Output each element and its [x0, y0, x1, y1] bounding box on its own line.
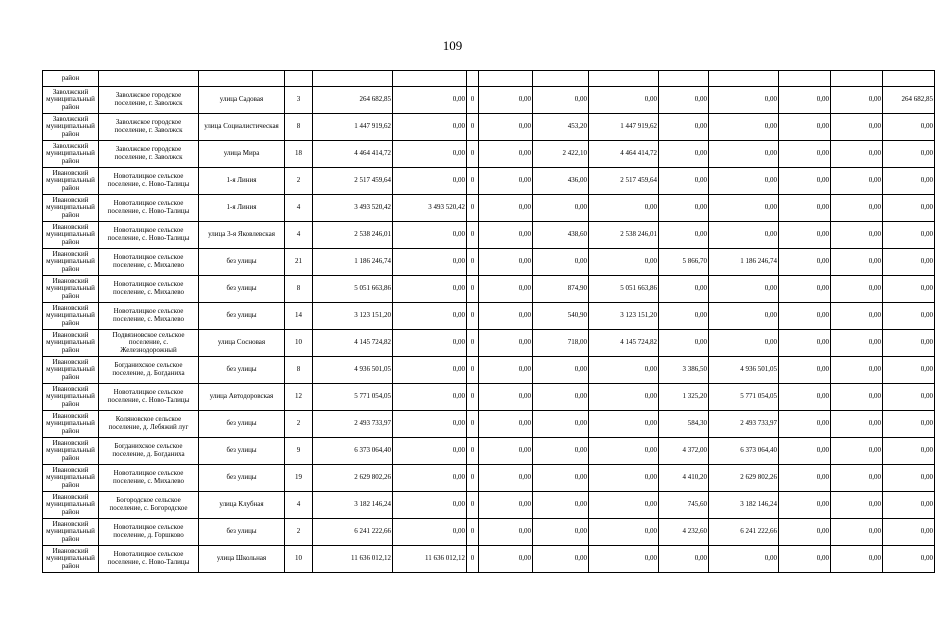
- street-cell: улица Школьная: [199, 546, 285, 573]
- total-cell: 2 629 802,26: [313, 465, 393, 492]
- count-cell: 3: [285, 87, 313, 114]
- value-cell-1: 0,00: [393, 330, 467, 357]
- value-cell-2: 0: [467, 114, 479, 141]
- settlement-cell: Подвязновское сельское поселение, с. Железнодорожный: [99, 330, 199, 357]
- district-cell: Ивановский муниципальный район: [43, 222, 99, 249]
- street-cell: без улицы: [199, 303, 285, 330]
- value-cell-3: 0,00: [479, 465, 533, 492]
- value-cell-5: 0,00: [589, 411, 659, 438]
- count-cell: 10: [285, 330, 313, 357]
- street-cell: улица Мира: [199, 141, 285, 168]
- settlement-cell: Заволжское городское поселение, г. Заволжск: [99, 87, 199, 114]
- table-row: [43, 222, 935, 249]
- count-cell: 8: [285, 357, 313, 384]
- value-cell-2: 0: [467, 168, 479, 195]
- table-row: [43, 384, 935, 411]
- value-cell-5: 4 145 724,82: [589, 330, 659, 357]
- value-cell-4: 540,90: [533, 303, 589, 330]
- value-cell-6: 0,00: [659, 195, 709, 222]
- value-cell-1: 3 493 520,42: [393, 195, 467, 222]
- value-cell-7: 1 186 246,74: [709, 249, 779, 276]
- value-cell-10: 0,00: [883, 249, 935, 276]
- value-cell-5: 0,00: [589, 384, 659, 411]
- value-cell-9: 0,00: [831, 303, 883, 330]
- value-cell-8: 0,00: [779, 492, 831, 519]
- table-row: [43, 492, 935, 519]
- value-cell-10: 0,00: [883, 411, 935, 438]
- value-cell-7: 0,00: [709, 222, 779, 249]
- count-cell: 4: [285, 222, 313, 249]
- district-cell: Ивановский муниципальный район: [43, 411, 99, 438]
- count-cell: 21: [285, 249, 313, 276]
- value-cell-7: 0,00: [709, 276, 779, 303]
- value-cell-8: 0,00: [779, 276, 831, 303]
- value-cell-1: 0,00: [393, 411, 467, 438]
- district-cell: Ивановский муниципальный район: [43, 330, 99, 357]
- value-cell-8: 0,00: [779, 411, 831, 438]
- value-cell-2: 0: [467, 492, 479, 519]
- value-cell-2: 0: [467, 438, 479, 465]
- district-cell: Ивановский муниципальный район: [43, 357, 99, 384]
- district-cell: район: [43, 71, 99, 87]
- value-cell-2: 0: [467, 546, 479, 573]
- total-cell: 2 538 246,01: [313, 222, 393, 249]
- value-cell-1: 0,00: [393, 357, 467, 384]
- value-cell-10: 0,00: [883, 519, 935, 546]
- value-cell-3: 0,00: [479, 330, 533, 357]
- settlement-cell: Новоталицкое сельское поселение, с. Михалево: [99, 465, 199, 492]
- count-cell: 8: [285, 276, 313, 303]
- street-cell: без улицы: [199, 519, 285, 546]
- table-row: [43, 141, 935, 168]
- settlement-cell: Новоталицкое сельское поселение, с. Ново-Талицы: [99, 168, 199, 195]
- value-cell-5: 2 538 246,01: [589, 222, 659, 249]
- district-cell: Ивановский муниципальный район: [43, 168, 99, 195]
- value-cell-7: 0,00: [709, 114, 779, 141]
- value-cell-1: 0,00: [393, 87, 467, 114]
- value-cell-2: 0: [467, 195, 479, 222]
- total-cell: 11 636 012,12: [313, 546, 393, 573]
- value-cell-3: 0,00: [479, 168, 533, 195]
- value-cell-2: 0: [467, 519, 479, 546]
- value-cell-8: 0,00: [779, 519, 831, 546]
- value-cell-3: 0,00: [479, 357, 533, 384]
- total-cell: 4 145 724,82: [313, 330, 393, 357]
- page-number: 109: [442, 38, 463, 53]
- value-cell-5: 2 517 459,64: [589, 168, 659, 195]
- settlement-cell: Богданихское сельское поселение, д. Богданиха: [99, 357, 199, 384]
- total-cell: 3 123 151,20: [313, 303, 393, 330]
- table-row: [43, 546, 935, 573]
- value-cell-8: 0,00: [779, 465, 831, 492]
- settlement-cell: Новоталицкое сельское поселение, с. Михалево: [99, 276, 199, 303]
- value-cell-5: 0,00: [589, 546, 659, 573]
- count-cell: 19: [285, 465, 313, 492]
- value-cell-9: 0,00: [831, 384, 883, 411]
- value-cell-1: 11 636 012,12: [393, 546, 467, 573]
- district-cell: Ивановский муниципальный район: [43, 276, 99, 303]
- value-cell-3: 0,00: [479, 249, 533, 276]
- value-cell-7: 0,00: [709, 303, 779, 330]
- value-cell-10: 0,00: [883, 330, 935, 357]
- value-cell-7: 0,00: [709, 168, 779, 195]
- total-cell: 5 051 663,86: [313, 276, 393, 303]
- value-cell-3: 0,00: [479, 195, 533, 222]
- value-cell-8: 0,00: [779, 330, 831, 357]
- value-cell-10: 0,00: [883, 384, 935, 411]
- value-cell-9: 0,00: [831, 465, 883, 492]
- value-cell-7: 5 771 054,05: [709, 384, 779, 411]
- value-cell-5: 5 051 663,86: [589, 276, 659, 303]
- value-cell-9: 0,00: [831, 87, 883, 114]
- value-cell-2: 0: [467, 276, 479, 303]
- value-cell-9: 0,00: [831, 222, 883, 249]
- district-cell: Ивановский муниципальный район: [43, 303, 99, 330]
- value-cell-7: 0,00: [709, 546, 779, 573]
- district-cell: Ивановский муниципальный район: [43, 249, 99, 276]
- value-cell-5: 0,00: [589, 465, 659, 492]
- value-cell-10: 0,00: [883, 276, 935, 303]
- value-cell-2: 0: [467, 411, 479, 438]
- district-cell: Заволжский муниципальный район: [43, 114, 99, 141]
- value-cell-6: 0,00: [659, 222, 709, 249]
- value-cell-4: 0,00: [533, 492, 589, 519]
- value-cell-6: 0,00: [659, 303, 709, 330]
- value-cell-9: 0,00: [831, 168, 883, 195]
- value-cell-8: 0,00: [779, 438, 831, 465]
- value-cell-5: 0,00: [589, 492, 659, 519]
- value-cell-4: 0,00: [533, 195, 589, 222]
- value-cell-4: 0,00: [533, 87, 589, 114]
- street-cell: улица Автодоровская: [199, 384, 285, 411]
- value-cell-3: 0,00: [479, 87, 533, 114]
- count-cell: 18: [285, 141, 313, 168]
- settlement-cell: Новоталицкое сельское поселение, с. Михалево: [99, 249, 199, 276]
- value-cell-2: 0: [467, 87, 479, 114]
- value-cell-3: 0,00: [479, 276, 533, 303]
- value-cell-1: 0,00: [393, 384, 467, 411]
- value-cell-2: 0: [467, 357, 479, 384]
- value-cell-9: 0,00: [831, 195, 883, 222]
- total-cell: 4 464 414,72: [313, 141, 393, 168]
- value-cell-8: 0,00: [779, 384, 831, 411]
- table-row: [43, 330, 935, 357]
- value-cell-1: 0,00: [393, 141, 467, 168]
- settlement-cell: Новоталицкое сельское поселение, с. Ново-Талицы: [99, 195, 199, 222]
- value-cell-9: 0,00: [831, 114, 883, 141]
- value-cell-5: 0,00: [589, 195, 659, 222]
- table-row: [43, 465, 935, 492]
- value-cell-9: 0,00: [831, 330, 883, 357]
- value-cell-9: 0,00: [831, 519, 883, 546]
- value-cell-10: 0,00: [883, 357, 935, 384]
- value-cell-6: 4 372,00: [659, 438, 709, 465]
- value-cell-6: 745,60: [659, 492, 709, 519]
- street-cell: улица Сосновая: [199, 330, 285, 357]
- district-cell: Ивановский муниципальный район: [43, 546, 99, 573]
- value-cell-10: 0,00: [883, 546, 935, 573]
- settlement-cell: Богданихское сельское поселение, д. Богданиха: [99, 438, 199, 465]
- value-cell-9: 0,00: [831, 141, 883, 168]
- value-cell-2: 0: [467, 330, 479, 357]
- value-cell-5: 0,00: [589, 249, 659, 276]
- street-cell: 1-я Линия: [199, 195, 285, 222]
- value-cell-3: 0,00: [479, 546, 533, 573]
- value-cell-4: 436,00: [533, 168, 589, 195]
- count-cell: 2: [285, 411, 313, 438]
- street-cell: 1-я Линия: [199, 168, 285, 195]
- total-cell: 2 493 733,97: [313, 411, 393, 438]
- district-cell: Ивановский муниципальный район: [43, 195, 99, 222]
- settlement-cell: Новоталицкое сельское поселение, с. Ново-Талицы: [99, 384, 199, 411]
- settlement-cell: Заволжское городское поселение, г. Заволжск: [99, 141, 199, 168]
- value-cell-9: 0,00: [831, 492, 883, 519]
- value-cell-3: 0,00: [479, 303, 533, 330]
- value-cell-1: 0,00: [393, 492, 467, 519]
- count-cell: 9: [285, 438, 313, 465]
- street-cell: без улицы: [199, 249, 285, 276]
- value-cell-6: 1 325,20: [659, 384, 709, 411]
- district-cell: Ивановский муниципальный район: [43, 384, 99, 411]
- value-cell-10: 0,00: [883, 438, 935, 465]
- street-cell: улица 3-я Яковлевская: [199, 222, 285, 249]
- count-cell: 2: [285, 519, 313, 546]
- value-cell-8: 0,00: [779, 114, 831, 141]
- value-cell-8: 0,00: [779, 546, 831, 573]
- value-cell-1: 0,00: [393, 168, 467, 195]
- value-cell-2: 0: [467, 249, 479, 276]
- total-cell: 5 771 054,05: [313, 384, 393, 411]
- table-row: [43, 357, 935, 384]
- value-cell-5: 0,00: [589, 87, 659, 114]
- value-cell-4: 0,00: [533, 546, 589, 573]
- value-cell-1: 0,00: [393, 438, 467, 465]
- settlement-cell: Новоталицкое сельское поселение, с. Ново-Талицы: [99, 546, 199, 573]
- value-cell-5: 0,00: [589, 438, 659, 465]
- value-cell-8: 0,00: [779, 222, 831, 249]
- street-cell: улица Клубная: [199, 492, 285, 519]
- continued-row: [43, 71, 935, 87]
- value-cell-3: 0,00: [479, 411, 533, 438]
- value-cell-8: 0,00: [779, 357, 831, 384]
- count-cell: 14: [285, 303, 313, 330]
- table-row: [43, 114, 935, 141]
- value-cell-1: 0,00: [393, 222, 467, 249]
- value-cell-4: 718,00: [533, 330, 589, 357]
- value-cell-3: 0,00: [479, 384, 533, 411]
- value-cell-2: 0: [467, 303, 479, 330]
- value-cell-7: 4 936 501,05: [709, 357, 779, 384]
- value-cell-2: 0: [467, 141, 479, 168]
- value-cell-7: 2 629 802,26: [709, 465, 779, 492]
- value-cell-6: 4 410,20: [659, 465, 709, 492]
- value-cell-5: 0,00: [589, 357, 659, 384]
- value-cell-8: 0,00: [779, 249, 831, 276]
- value-cell-3: 0,00: [479, 114, 533, 141]
- value-cell-5: 1 447 919,62: [589, 114, 659, 141]
- value-cell-6: 3 386,50: [659, 357, 709, 384]
- value-cell-3: 0,00: [479, 519, 533, 546]
- settlement-cell: Заволжское городское поселение, г. Заволжск: [99, 114, 199, 141]
- district-cell: Ивановский муниципальный район: [43, 438, 99, 465]
- value-cell-5: 0,00: [589, 519, 659, 546]
- value-cell-7: 2 493 733,97: [709, 411, 779, 438]
- total-cell: 4 936 501,05: [313, 357, 393, 384]
- value-cell-3: 0,00: [479, 492, 533, 519]
- value-cell-8: 0,00: [779, 87, 831, 114]
- table-row: [43, 168, 935, 195]
- street-cell: улица Социалистическая: [199, 114, 285, 141]
- value-cell-10: 264 682,85: [883, 87, 935, 114]
- value-cell-9: 0,00: [831, 438, 883, 465]
- count-cell: 8: [285, 114, 313, 141]
- settlement-cell: Коляновское сельское поселение, д. Лебяжий луг: [99, 411, 199, 438]
- street-cell: без улицы: [199, 357, 285, 384]
- table-row: [43, 249, 935, 276]
- value-cell-10: 0,00: [883, 114, 935, 141]
- value-cell-4: 874,90: [533, 276, 589, 303]
- total-cell: 1 447 919,62: [313, 114, 393, 141]
- settlement-cell: Богородское сельское поселение, с. Богородское: [99, 492, 199, 519]
- value-cell-7: 0,00: [709, 141, 779, 168]
- value-cell-1: 0,00: [393, 114, 467, 141]
- value-cell-3: 0,00: [479, 222, 533, 249]
- value-cell-8: 0,00: [779, 195, 831, 222]
- value-cell-2: 0: [467, 384, 479, 411]
- count-cell: 4: [285, 492, 313, 519]
- table-row: [43, 276, 935, 303]
- value-cell-9: 0,00: [831, 249, 883, 276]
- value-cell-6: 0,00: [659, 330, 709, 357]
- value-cell-5: 4 464 414,72: [589, 141, 659, 168]
- value-cell-2: 0: [467, 465, 479, 492]
- value-cell-7: 0,00: [709, 330, 779, 357]
- table-row: [43, 87, 935, 114]
- count-cell: 2: [285, 168, 313, 195]
- settlement-cell: Новоталицкое сельское поселение, д. Горшково: [99, 519, 199, 546]
- value-cell-6: 0,00: [659, 141, 709, 168]
- value-cell-9: 0,00: [831, 276, 883, 303]
- street-cell: без улицы: [199, 465, 285, 492]
- value-cell-7: 6 373 064,40: [709, 438, 779, 465]
- value-cell-3: 0,00: [479, 141, 533, 168]
- district-cell: Ивановский муниципальный район: [43, 465, 99, 492]
- value-cell-4: 0,00: [533, 357, 589, 384]
- value-cell-10: 0,00: [883, 168, 935, 195]
- value-cell-4: 2 422,10: [533, 141, 589, 168]
- value-cell-4: 0,00: [533, 519, 589, 546]
- table-row: [43, 303, 935, 330]
- value-cell-4: 0,00: [533, 411, 589, 438]
- value-cell-4: 0,00: [533, 384, 589, 411]
- table-row: [43, 438, 935, 465]
- value-cell-6: 5 866,70: [659, 249, 709, 276]
- value-cell-8: 0,00: [779, 141, 831, 168]
- value-cell-7: 0,00: [709, 87, 779, 114]
- table-row: [43, 411, 935, 438]
- settlement-cell: Новоталицкое сельское поселение, с. Михалево: [99, 303, 199, 330]
- value-cell-7: 3 182 146,24: [709, 492, 779, 519]
- value-cell-9: 0,00: [831, 411, 883, 438]
- value-cell-9: 0,00: [831, 357, 883, 384]
- table-row: [43, 519, 935, 546]
- total-cell: 1 186 246,74: [313, 249, 393, 276]
- value-cell-6: 0,00: [659, 276, 709, 303]
- street-cell: без улицы: [199, 411, 285, 438]
- value-cell-6: 584,30: [659, 411, 709, 438]
- value-cell-7: 0,00: [709, 195, 779, 222]
- count-cell: 12: [285, 384, 313, 411]
- value-cell-10: 0,00: [883, 141, 935, 168]
- value-cell-6: 0,00: [659, 168, 709, 195]
- district-cell: Заволжский муниципальный район: [43, 141, 99, 168]
- value-cell-4: 0,00: [533, 249, 589, 276]
- value-cell-9: 0,00: [831, 546, 883, 573]
- street-cell: без улицы: [199, 276, 285, 303]
- value-cell-10: 0,00: [883, 492, 935, 519]
- value-cell-6: 4 232,60: [659, 519, 709, 546]
- count-cell: 4: [285, 195, 313, 222]
- total-cell: 3 493 520,42: [313, 195, 393, 222]
- total-cell: 6 373 064,40: [313, 438, 393, 465]
- district-cell: Заволжский муниципальный район: [43, 87, 99, 114]
- total-cell: 6 241 222,66: [313, 519, 393, 546]
- value-cell-6: 0,00: [659, 546, 709, 573]
- value-cell-4: 0,00: [533, 465, 589, 492]
- value-cell-10: 0,00: [883, 465, 935, 492]
- value-cell-1: 0,00: [393, 249, 467, 276]
- district-cell: Ивановский муниципальный район: [43, 519, 99, 546]
- table-row: [43, 195, 935, 222]
- value-cell-4: 0,00: [533, 438, 589, 465]
- value-cell-4: 438,60: [533, 222, 589, 249]
- value-cell-8: 0,00: [779, 303, 831, 330]
- value-cell-6: 0,00: [659, 114, 709, 141]
- total-cell: 264 682,85: [313, 87, 393, 114]
- total-cell: 3 182 146,24: [313, 492, 393, 519]
- value-cell-1: 0,00: [393, 276, 467, 303]
- value-cell-6: 0,00: [659, 87, 709, 114]
- value-cell-1: 0,00: [393, 465, 467, 492]
- count-cell: 10: [285, 546, 313, 573]
- value-cell-5: 3 123 151,20: [589, 303, 659, 330]
- value-cell-8: 0,00: [779, 168, 831, 195]
- street-cell: без улицы: [199, 438, 285, 465]
- total-cell: 2 517 459,64: [313, 168, 393, 195]
- value-cell-2: 0: [467, 222, 479, 249]
- value-cell-10: 0,00: [883, 222, 935, 249]
- value-cell-1: 0,00: [393, 303, 467, 330]
- value-cell-4: 453,20: [533, 114, 589, 141]
- street-cell: улица Садовая: [199, 87, 285, 114]
- housing-register-table: [42, 70, 935, 573]
- settlement-cell: Новоталицкое сельское поселение, с. Ново-Талицы: [99, 222, 199, 249]
- value-cell-10: 0,00: [883, 195, 935, 222]
- value-cell-3: 0,00: [479, 438, 533, 465]
- value-cell-1: 0,00: [393, 519, 467, 546]
- value-cell-10: 0,00: [883, 303, 935, 330]
- value-cell-7: 6 241 222,66: [709, 519, 779, 546]
- district-cell: Ивановский муниципальный район: [43, 492, 99, 519]
